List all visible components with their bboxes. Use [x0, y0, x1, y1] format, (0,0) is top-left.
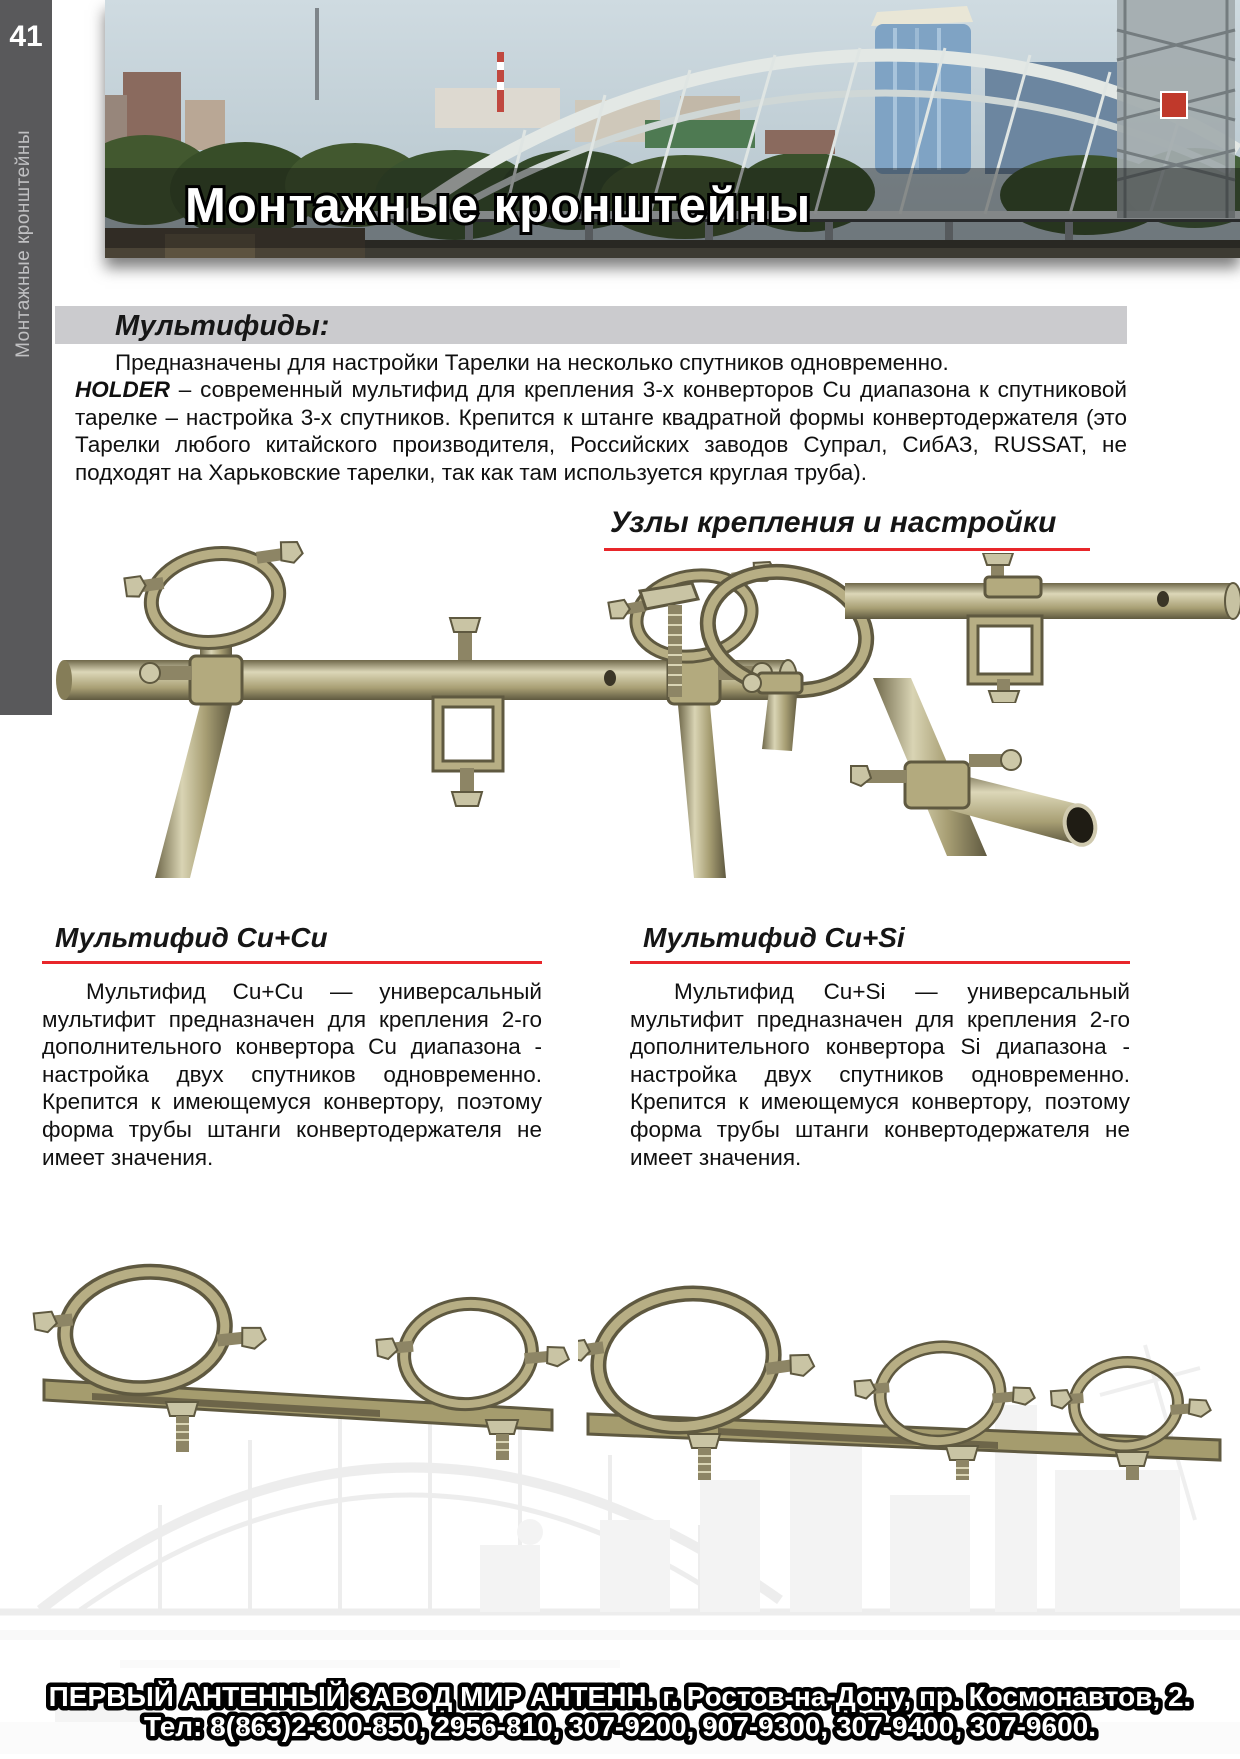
column-heading-underline	[630, 961, 1130, 964]
photo-multifeed-cucu	[30, 1262, 575, 1465]
page-title: Монтажные кронштейны	[185, 179, 812, 233]
left-sidebar	[0, 0, 52, 715]
clamp-large	[31, 1262, 270, 1399]
bolt-left	[166, 1402, 198, 1452]
column-heading-underline	[42, 961, 542, 964]
photo-multifeed-cusi	[578, 1282, 1240, 1485]
cityscape-bridge-photo	[105, 0, 1240, 258]
page-number: 41	[9, 20, 43, 53]
section-bar	[55, 306, 1127, 344]
intro-line: Предназначены для настройки Тарелки на несколько спутников одновременно.	[115, 350, 949, 375]
column-body: Мультифид Cu+Cu — универсальный мультифит предназначен для крепления 2-го дополнительного конвертора Cu диапазона - настройка двух спутников одновременно. Крепится к имеющемуся конвертору, поэтому форма трубы штанги конвертодержателя не имеет значения.	[42, 979, 542, 1170]
bolt-right	[1116, 1452, 1148, 1480]
column-multifeed-cusi	[630, 922, 1130, 1171]
column-heading: Мультифид Cu+Si	[643, 922, 905, 953]
sidebar-vertical-label: Монтажные кронштейны	[13, 130, 34, 358]
intro-text-block	[75, 349, 1127, 486]
column-body: Мультифид Cu+Si — универсальный мультифит предназначен для крепления 2-го дополнительного конвертора Si диапазона - настройка двух спутников одновременно. Крепится к имеющемуся конвертору, поэтому форма трубы штанги конвертодержателя не имеет значения.	[630, 979, 1130, 1170]
photo-detail-angle-joint	[755, 678, 1123, 861]
bolt-mid	[946, 1446, 978, 1480]
footer-phones-line: Тел: 8(863)2-300-850, 2956-810, 307-9200, 907-9300, 307-9400, 307-9600.	[144, 1711, 1096, 1742]
holder-brand-word: HOLDER	[75, 377, 170, 403]
bolt-left	[688, 1434, 720, 1480]
clamp-ring-left	[122, 540, 313, 654]
bolt-right	[486, 1420, 518, 1460]
footer-factory-line: ПЕРВЫЙ АНТЕННЫЙ ЗАВОД МИР АНТЕНН. г. Ростов-на-Дону, пр. Космонавтов, 2.	[48, 1681, 1192, 1712]
column-multifeed-cucu	[42, 922, 542, 1171]
square-clamp-center	[438, 618, 498, 806]
footer	[0, 1678, 1240, 1755]
long-bolt	[668, 605, 682, 697]
header-banner-photo	[105, 0, 1240, 258]
intro-paragraph	[75, 376, 1127, 486]
intro-paragraph-text: – современный мультифид для крепления 3-х конверторов Cu диапазона к спутниковой тарелке – настройка 3-х спутников. Крепится к штанге квадратной формы конвертодержателя (это Тарелки любого китайского производителя, Российских заводов Супрал, СибАЗ, RUSSAT, не подходят на Харьковские тарелки, так как там используется круглая труба).	[75, 377, 1127, 485]
column-heading: Мультифид Cu+Cu	[55, 922, 328, 953]
nodes-heading: Узлы крепления и настройки	[610, 506, 1057, 539]
clamp-small	[374, 1295, 572, 1411]
section-bar-label: Мультифиды:	[115, 310, 330, 342]
